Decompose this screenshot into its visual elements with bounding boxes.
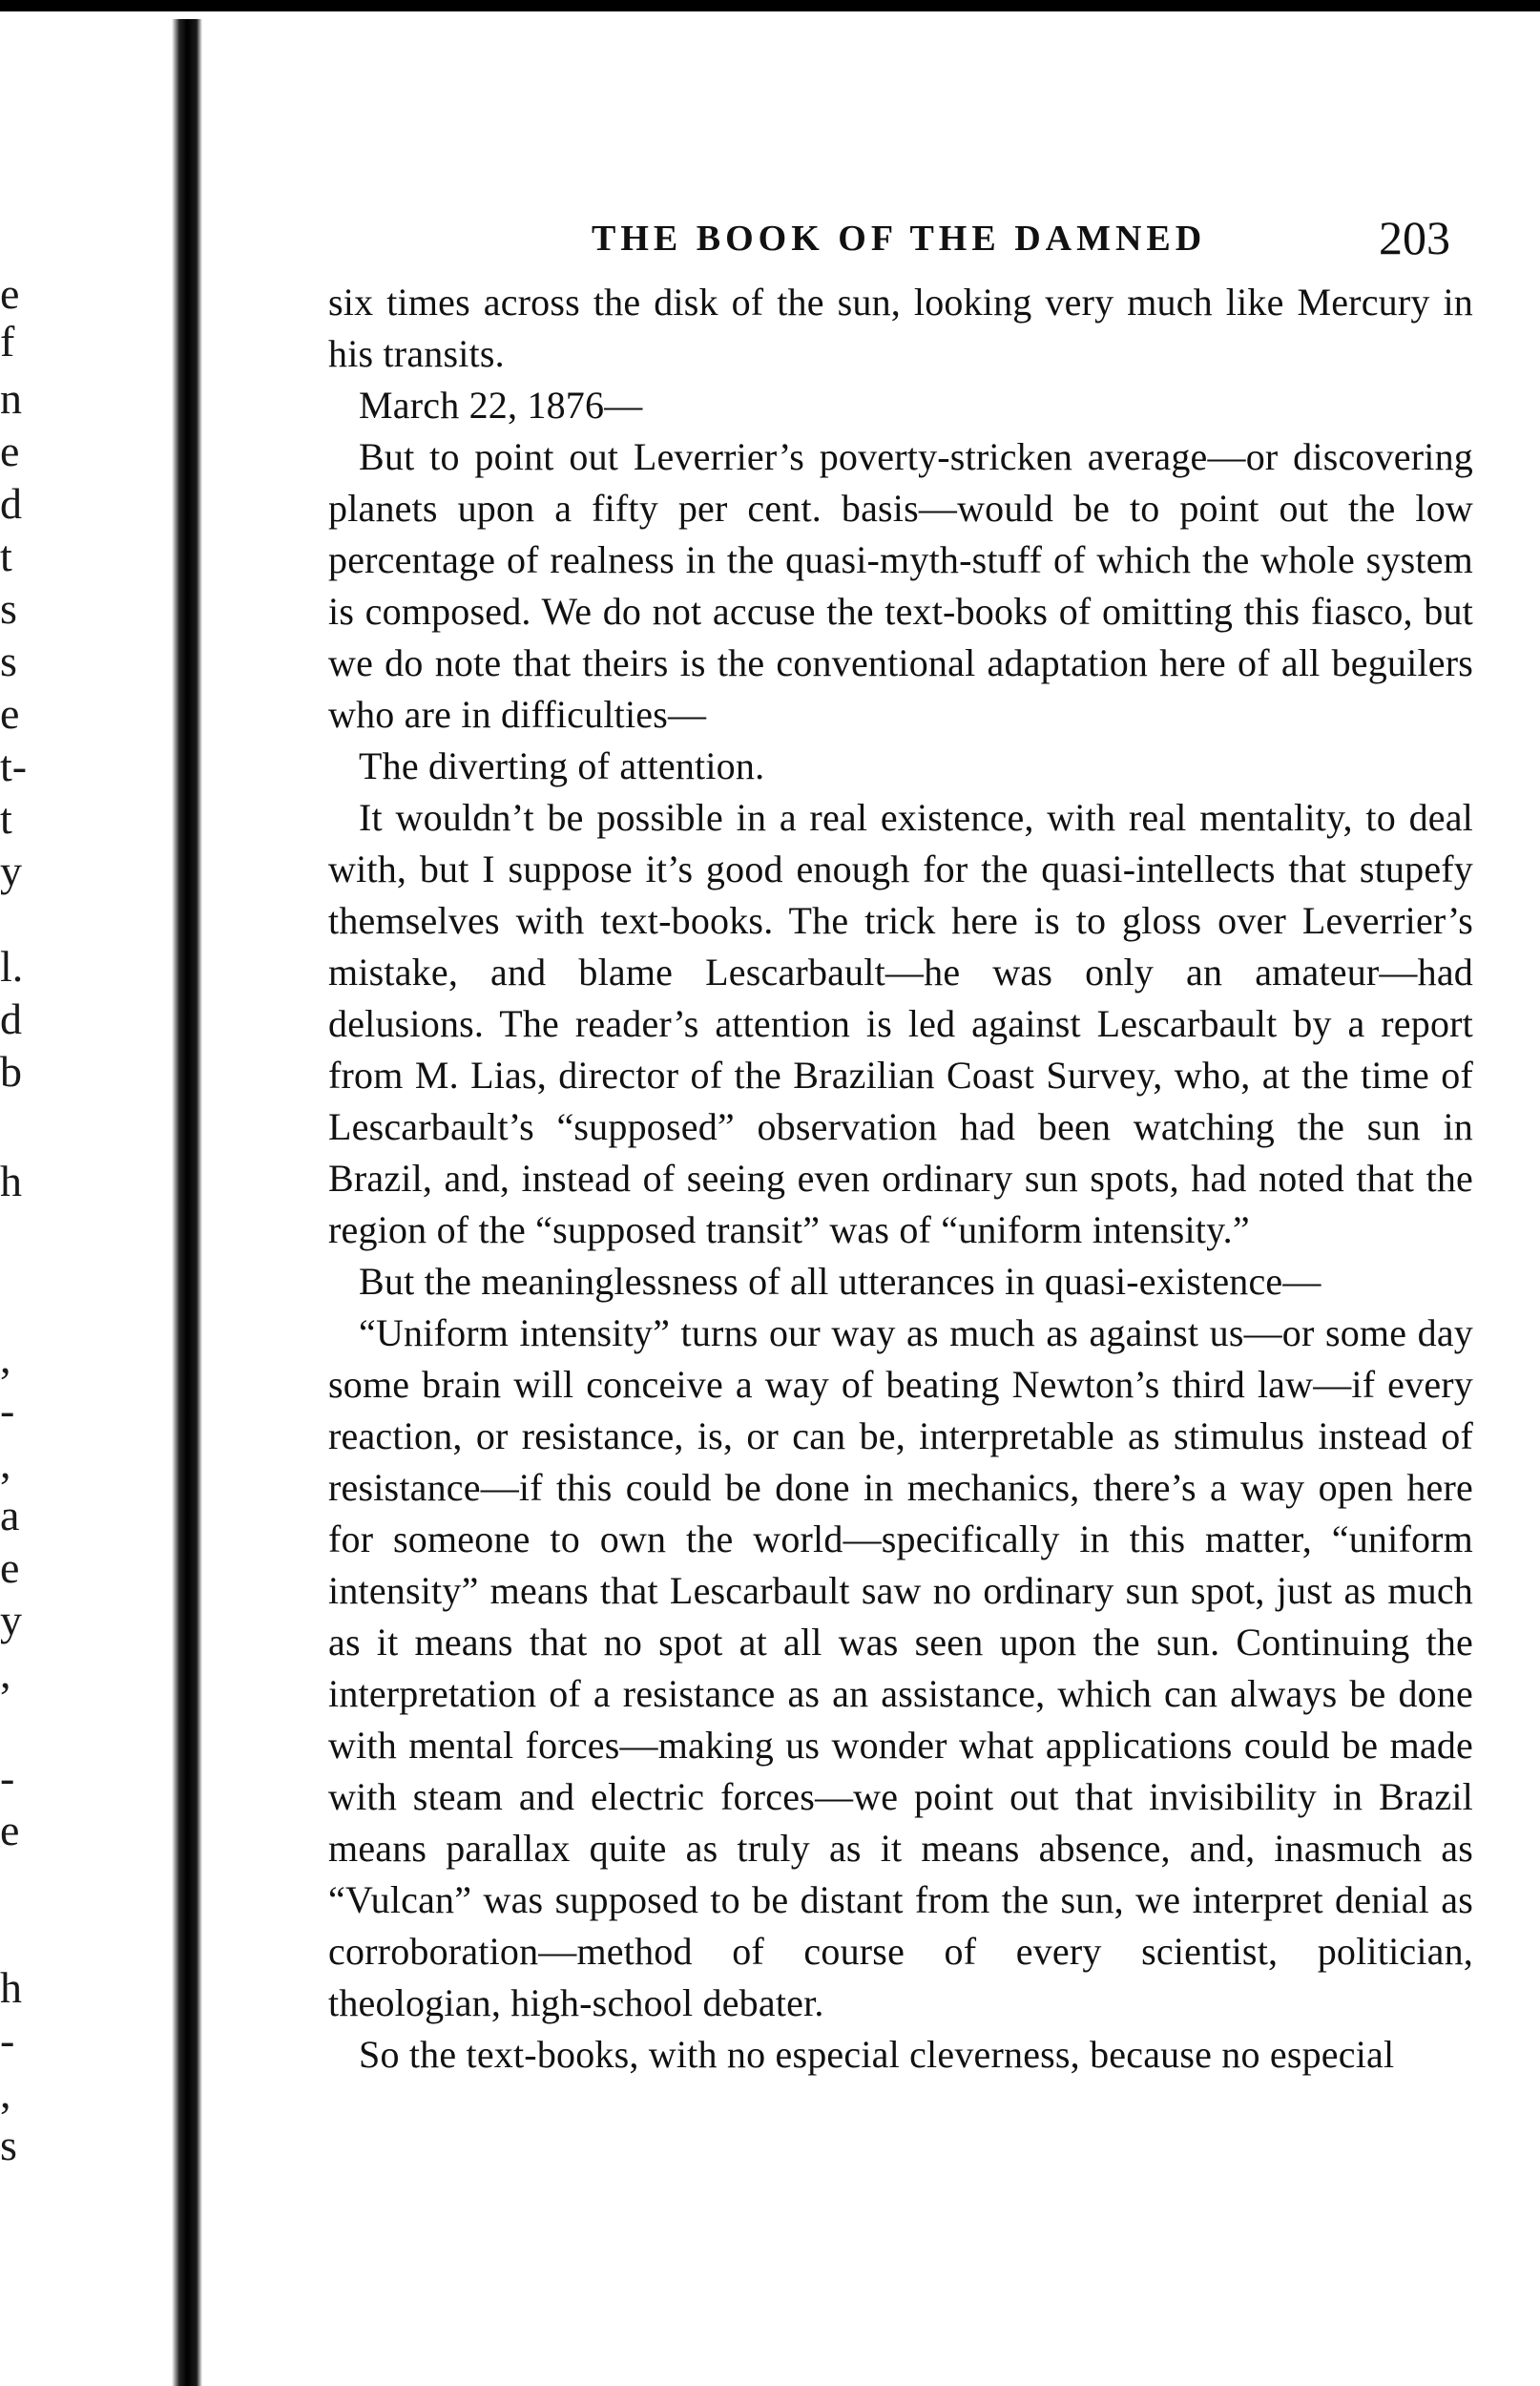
bleed-glyph: t	[0, 794, 12, 843]
bleed-glyph: a	[0, 1491, 20, 1539]
bleed-glyph: e	[0, 269, 20, 318]
bleed-glyph: s	[0, 584, 17, 633]
bleed-glyph: ,	[0, 2068, 11, 2117]
bleed-glyph: -	[0, 1386, 15, 1434]
paragraph: The diverting of attention.	[359, 744, 765, 787]
bleed-glyph: y	[0, 1596, 22, 1644]
bleed-glyph: e	[0, 1806, 20, 1854]
running-header	[324, 210, 1498, 277]
bleed-glyph: e	[0, 689, 20, 738]
paragraph: “Uniform intensity” turns our way as much as against us—or some day some brain will conceive a way of beating Newton’s third law—if every reaction, or resistance, is, or can be, interpretable as stimulus instead of resistance—if this could be done in mechanics, there’s a way open here for someone to own the world—specifically in this matter, “uniform intensity” means that Lescarbault saw no ordinary sun spot, just as much as it means that no spot at all was seen upon the sun. Continuing the interpretation of a resistance as an assistance, which can always be done with mental forces—making us wonder what applications could be made with steam and electric forces—we point out that invisibility in Brazil means parallax quite as truly as it means absence, and, inasmuch as “Vulcan” was supposed to be distant from the sun, we interpret denial as corroboration—method of course of every scientist, politician, theologian, high-school debater.	[328, 1311, 1473, 2024]
bleed-glyph: n	[0, 374, 22, 423]
bleed-glyph: h	[0, 1157, 22, 1205]
bleed-glyph: h	[0, 1963, 22, 2012]
paragraph: But the meaninglessness of all utterances in quasi-existence—	[359, 1260, 1321, 1303]
page-number: 203	[1379, 211, 1450, 264]
running-title: THE BOOK OF THE DAMNED	[592, 219, 1207, 259]
scan-top-border	[0, 0, 1540, 11]
book-spine-shadow	[172, 19, 202, 2386]
bleed-glyph: e	[0, 427, 20, 475]
bleed-glyph: d	[0, 994, 22, 1043]
bleed-glyph: ,	[0, 1648, 11, 1697]
bleed-glyph: l.	[0, 942, 24, 991]
bleed-glyph: s	[0, 2121, 17, 2169]
bleed-glyph: -	[0, 2016, 15, 2064]
bleed-glyph: s	[0, 637, 17, 685]
paragraph: So the text-books, with no especial cleverness, because no especial	[359, 2033, 1395, 2076]
paragraph: It wouldn’t be possible in a real existence, with real mentality, to deal with, but I suppose it’s good enough for the quasi-intellects that stupefy themselves with text-books. The trick here is to gloss over Leverrier’s mistake, and blame Lescarbault—he was only an amateur—had delusions. The reader’s attention is led against Lescarbault by a report from M. Lias, director of the Brazilian Coast Survey, who, at the time of Lescarbault’s “supposed” observation had been watching the sun in Brazil, and, instead of seeing even ordinary sun spots, had noted that the region of the “supposed transit” was of “uniform intensity.”	[328, 796, 1473, 1251]
bleed-glyph: t	[0, 532, 12, 580]
bleed-glyph: b	[0, 1047, 22, 1096]
bleed-glyph: ,	[0, 1438, 11, 1487]
bleed-glyph: ,	[0, 1333, 11, 1382]
body-text	[328, 277, 1473, 2081]
bleed-glyph: -	[0, 1753, 15, 1802]
paragraph: But to point out Leverrier’s poverty-stricken average—or discovering planets upon a fifty per cent. basis—would be to point out the low percentage of realness in the quasi-myth-stuff of which the whole system is composed. We do not accuse the text-books of omitting this fiasco, but we do note that theirs is the conventional adaptation here of all beguilers who are in difficulties—	[328, 435, 1473, 736]
paragraph: six times across the disk of the sun, looking very much like Mercury in his transits.	[328, 281, 1473, 375]
paragraph: March 22, 1876—	[359, 384, 643, 427]
bleed-glyph: e	[0, 1543, 20, 1592]
bleed-glyph: y	[0, 847, 22, 895]
bleed-glyph: f	[0, 317, 15, 366]
bleed-glyph: d	[0, 479, 22, 528]
bleed-glyph: t-	[0, 742, 28, 790]
facing-page-bleed	[0, 0, 57, 2386]
